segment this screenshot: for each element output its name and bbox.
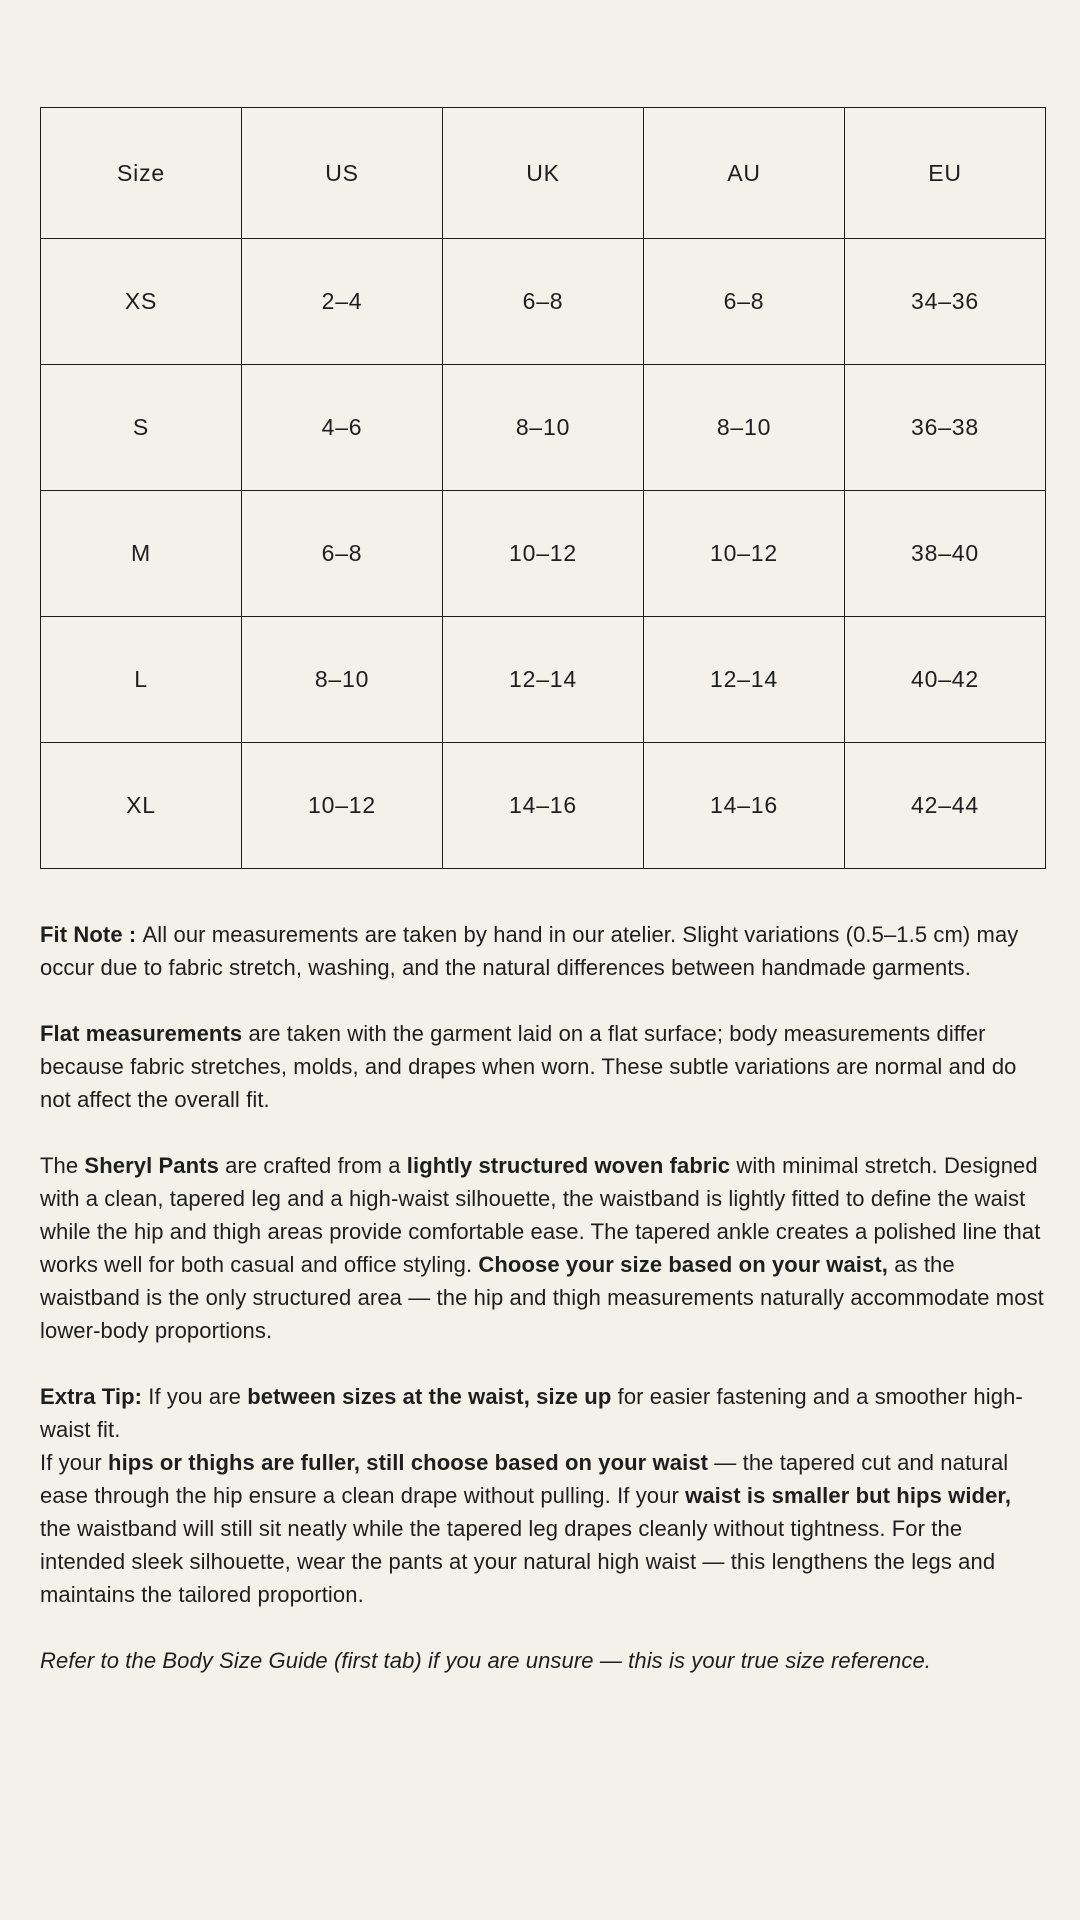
table-cell: 8–10 <box>644 365 845 491</box>
table-cell: 42–44 <box>845 743 1046 869</box>
text-segment: — the tapered cut and natural ease through the hip ensure a clean drape without pulling. If your <box>40 1450 1009 1508</box>
table-cell: 14–16 <box>644 743 845 869</box>
table-header-row <box>41 108 1046 239</box>
table-header-cell: US <box>242 108 443 239</box>
table-cell: 6–8 <box>443 239 644 365</box>
text-segment: between sizes at the waist, size up <box>247 1384 612 1409</box>
table-cell: 10–12 <box>443 491 644 617</box>
text-segment: as the waistband is the only structured area — the hip and thigh measurements naturally accommodate most lower-body proportions. <box>40 1252 1044 1343</box>
text-segment: Sheryl Pants <box>84 1153 219 1178</box>
text-segment: the waistband will still sit neatly while the tapered leg drapes cleanly without tightness. For the intended sleek silhouette, wear the pants at your natural high waist — this lengthens the legs and maintains the tailored proportion. <box>40 1516 996 1607</box>
text-segment: If you are <box>142 1384 248 1409</box>
text-segment: Choose your size based on your waist, <box>478 1252 888 1277</box>
table-cell: 2–4 <box>242 239 443 365</box>
size-conversion-table-section <box>0 0 1080 869</box>
table-cell: 8–10 <box>242 617 443 743</box>
table-cell: 34–36 <box>845 239 1046 365</box>
table-cell: 4–6 <box>242 365 443 491</box>
size-conversion-table <box>40 107 1046 869</box>
size-reference-footnote: Refer to the Body Size Guide (first tab) if you are unsure — this is your true size reference. <box>40 1648 932 1673</box>
text-segment: The <box>40 1153 85 1178</box>
text-segment: If your <box>40 1450 109 1475</box>
size-label-cell: M <box>41 491 242 617</box>
flat-measurements-paragraph <box>40 1017 1046 1116</box>
text-segment: waist is smaller but hips wider, <box>685 1483 1012 1508</box>
table-header-cell: Size <box>41 108 242 239</box>
size-label-cell: XS <box>41 239 242 365</box>
size-label-cell: S <box>41 365 242 491</box>
table-header-cell: UK <box>443 108 644 239</box>
table-cell: 6–8 <box>242 491 443 617</box>
product-fit-paragraph <box>40 1149 1046 1347</box>
table-header-cell: EU <box>845 108 1046 239</box>
text-segment: Fit Note : <box>40 922 143 947</box>
size-table-header <box>41 108 1046 239</box>
fit-note-paragraph <box>40 918 1046 984</box>
text-segment: for easier fastening and a smoother high-waist fit. <box>40 1384 1023 1442</box>
table-row <box>41 617 1046 743</box>
table-row <box>41 365 1046 491</box>
table-cell: 8–10 <box>443 365 644 491</box>
text-segment: with minimal stretch. Designed with a clean, tapered leg and a high-waist silhouette, the waistband is lightly fitted to define the waist while the hip and thigh areas provide comfortable ease. The tapered ankle creates a polished line that works well for both casual and office styling. <box>40 1153 1041 1277</box>
table-header-cell: AU <box>644 108 845 239</box>
size-label-cell: XL <box>41 743 242 869</box>
table-row <box>41 239 1046 365</box>
table-cell: 14–16 <box>443 743 644 869</box>
text-segment: lightly structured woven fabric <box>406 1153 731 1178</box>
text-segment: hips or thighs are fuller, still choose based on your waist <box>108 1450 709 1475</box>
table-row <box>41 743 1046 869</box>
table-cell: 6–8 <box>644 239 845 365</box>
fit-notes-section <box>0 869 1080 1677</box>
text-segment: All our measurements are taken by hand in our atelier. Slight variations (0.5–1.5 cm) may occur due to fabric stretch, washing, and the natural differences between handmade garments. <box>40 922 1019 980</box>
table-cell: 10–12 <box>242 743 443 869</box>
table-cell: 10–12 <box>644 491 845 617</box>
text-segment: Flat measurements <box>40 1021 243 1046</box>
table-cell: 38–40 <box>845 491 1046 617</box>
text-segment: are crafted from a <box>218 1153 407 1178</box>
text-segment: Extra Tip: <box>40 1384 143 1409</box>
size-label-cell: L <box>41 617 242 743</box>
table-cell: 12–14 <box>644 617 845 743</box>
table-cell: 36–38 <box>845 365 1046 491</box>
table-row <box>41 491 1046 617</box>
extra-tip-paragraph <box>40 1380 1046 1611</box>
table-cell: 12–14 <box>443 617 644 743</box>
table-cell: 40–42 <box>845 617 1046 743</box>
size-table-body <box>41 239 1046 869</box>
text-segment: are taken with the garment laid on a flat surface; body measurements differ because fabric stretches, molds, and drapes when worn. These subtle variations are normal and do not affect the overall fit. <box>40 1021 1017 1112</box>
